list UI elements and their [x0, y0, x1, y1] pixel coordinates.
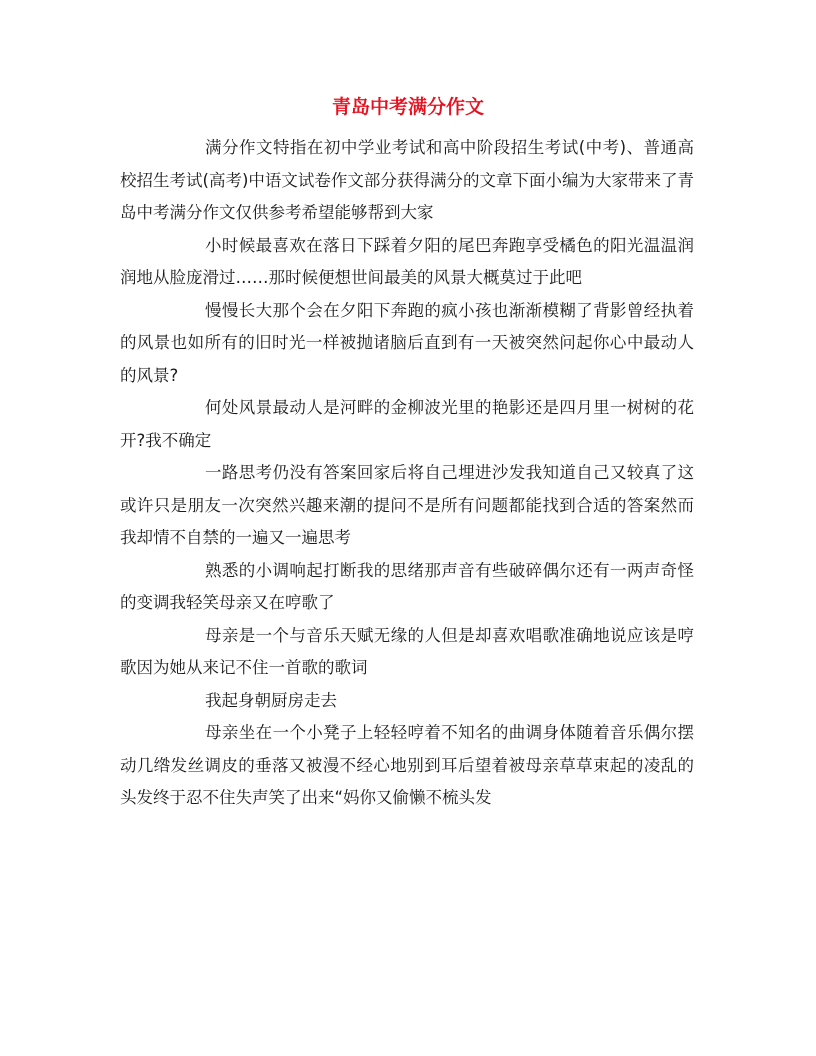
- paragraph-2: 小时候最喜欢在落日下踩着夕阳的尾巴奔跑享受橘色的阳光温温润润地从脸庞滑过……那时候便想世间最美的风景大概莫过于此吧: [120, 235, 694, 287]
- paragraph-4: 何处风景最动人是河畔的金柳波光里的艳影还是四月里一树树的花开?我不确定: [120, 398, 694, 450]
- paragraph-6: 熟悉的小调响起打断我的思绪那声音有些破碎偶尔还有一两声奇怪的变调我轻笑母亲又在哼歌了: [120, 560, 694, 612]
- paragraph-1: 满分作文特指在初中学业考试和高中阶段招生考试(中考)、普通高校招生考试(高考)中语文试卷作文部分获得满分的文章下面小编为大家带来了青岛中考满分作文仅供参考希望能够帮到大家: [120, 138, 694, 222]
- paragraph-9: 母亲坐在一个小凳子上轻轻哼着不知名的曲调身体随着音乐偶尔摆动几绺发丝调皮的垂落又被漫不经心地别到耳后望着被母亲草草束起的凌乱的头发终于忍不住失声笑了出来“妈你又偷懒不梳头发: [120, 723, 694, 807]
- paragraph-3: 慢慢长大那个会在夕阳下奔跑的疯小孩也渐渐模糊了背影曾经执着的风景也如所有的旧时光一样被抛诸脑后直到有一天被突然问起你心中最动人的风景?: [120, 300, 694, 385]
- paragraph-7: 母亲是一个与音乐天赋无缘的人但是却喜欢唱歌准确地说应该是哼歌因为她从来记不住一首歌的歌词: [120, 625, 694, 677]
- paragraph-5: 一路思考仍没有答案回家后将自己埋进沙发我知道自己又较真了这或许只是朋友一次突然兴趣来潮的提问不是所有问题都能找到合适的答案然而我却情不自禁的一遍又一遍思考: [120, 463, 694, 547]
- document-body: [120, 132, 694, 815]
- document-title: 青岛中考满分作文: [331, 96, 484, 118]
- paragraph-8: 我起身朝厨房走去: [205, 690, 337, 710]
